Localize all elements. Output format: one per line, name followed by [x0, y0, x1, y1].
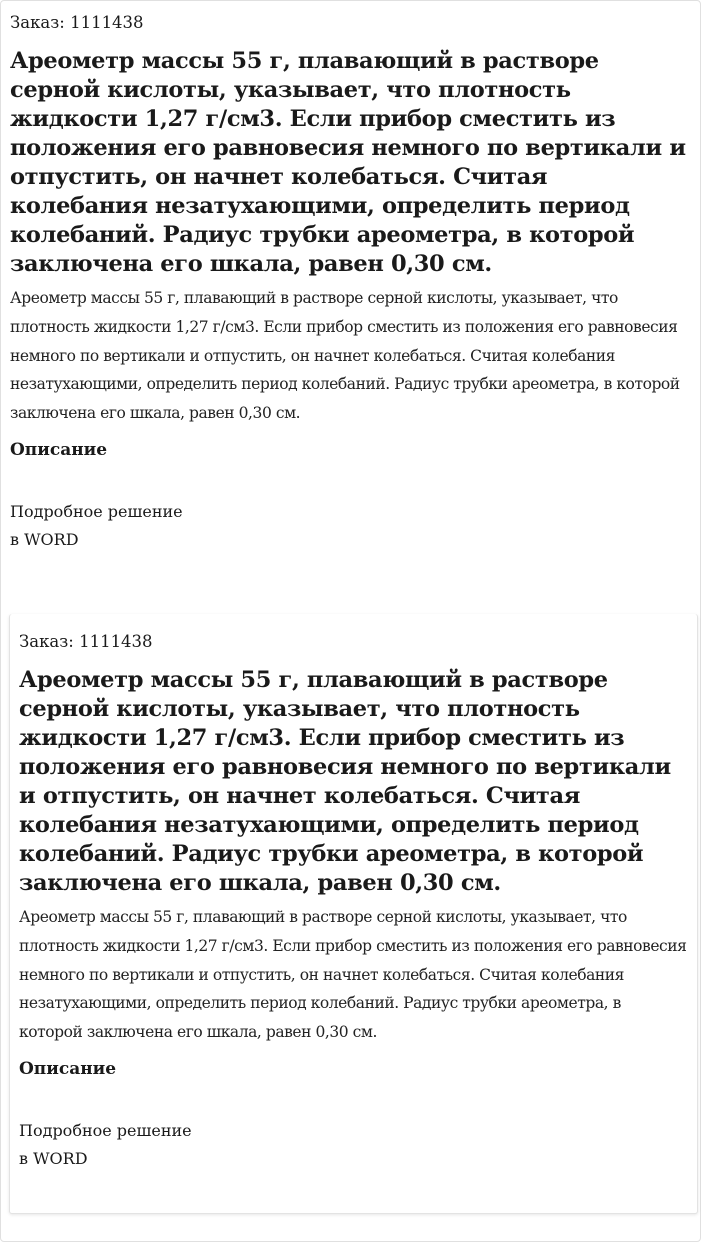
problem-description: Ареометр массы 55 г, плавающий в растворе серной кислоты, указывает, что плотность жидкости 1,27 г/см3. Если прибор сместить из положения его равновесия немного по вертикали и отпустить, он начнет колебаться. Считая колебания незатухающими, определить период колебаний. Радиус трубки ареометра, в которой заключена его шкала, равен 0,30 см. [10, 289, 680, 423]
problem-title: Ареометр массы 55 г, плавающий в растворе серной кислоты, указывает, что плотность жидкости 1,27 г/см3. Если прибор сместить из положения его равновесия немного по вертикали и отпустить, он начнет колебаться. Считая колебания незатухающими, определить период колебаний. Радиус трубки ареометра, в которой заключена его шкала, равен 0,30 см. [10, 48, 686, 277]
solution-format-text: Подробное решение в WORD [10, 501, 183, 550]
description-heading: Описание [10, 439, 108, 460]
solution-format-text: Подробное решение в WORD [19, 1120, 192, 1169]
order-number: Заказ: 1111438 [19, 632, 153, 651]
order-number: Заказ: 1111438 [10, 13, 144, 32]
repeated-product-card [9, 614, 698, 1214]
problem-title: Ареометр массы 55 г, плавающий в растворе серной кислоты, указывает, что плотность жидкости 1,27 г/см3. Если прибор сместить из положения его равновесия немного по вертикали и отпустить, он начнет колебаться. Считая колебания незатухающими, определить период колебаний. Радиус трубки ареометра, в которой заключена его шкала, равен 0,30 см. [19, 667, 671, 896]
problem-description: Ареометр массы 55 г, плавающий в растворе серной кислоты, указывает, что плотность жидкости 1,27 г/см3. Если прибор сместить из положения его равновесия немного по вертикали и отпустить, он начнет колебаться. Считая колебания незатухающими, определить период колебаний. Радиус трубки ареометра, в которой заключена его шкала, равен 0,30 см. [19, 908, 687, 1042]
description-heading: Описание [19, 1058, 117, 1079]
